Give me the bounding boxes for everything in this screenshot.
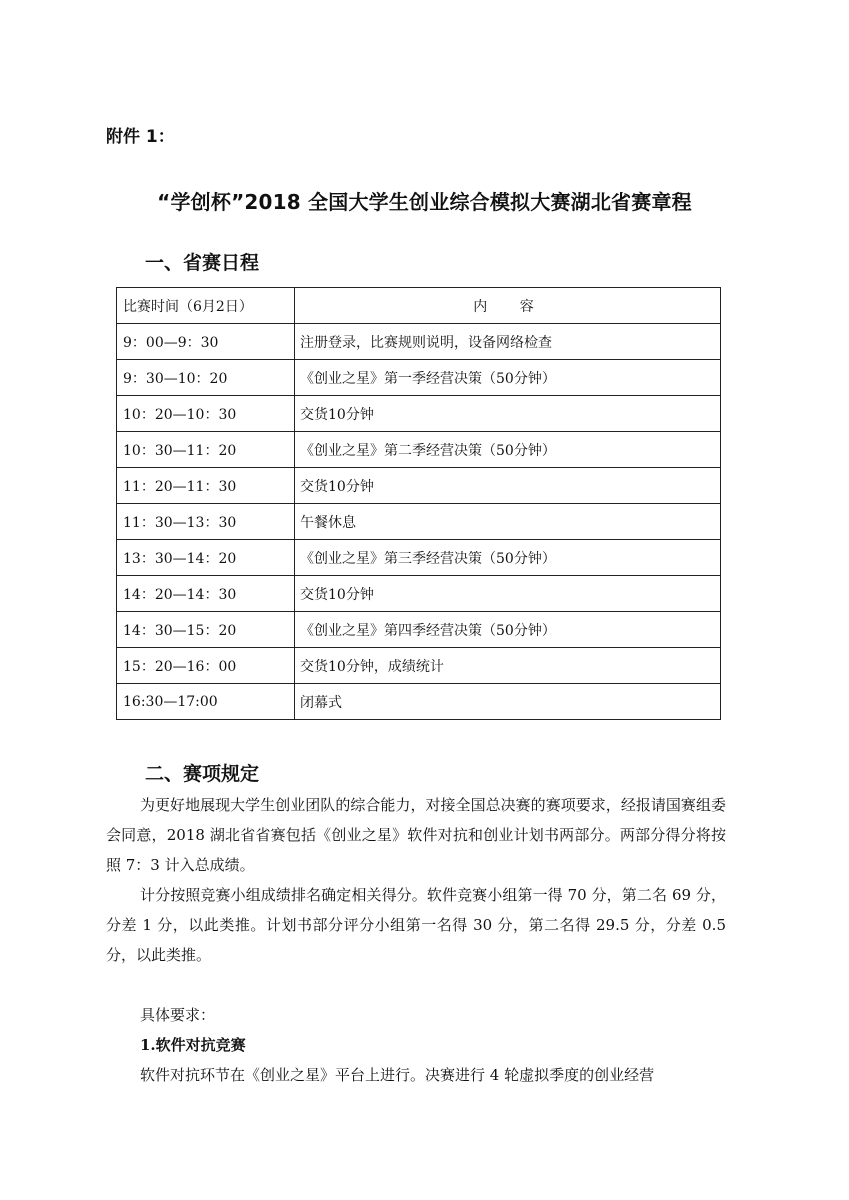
table-row (117, 468, 721, 504)
table-row (117, 396, 721, 432)
time-cell: 13：30—14：20 (117, 540, 295, 576)
subheading-software-competition: 1.软件对抗竞赛 (140, 1036, 246, 1054)
table-row (117, 432, 721, 468)
content-cell: 《创业之星》第二季经营决策（50分钟） (295, 432, 721, 468)
time-cell: 14：30—15：20 (117, 612, 295, 648)
paragraph-scoring: 计分按照竞赛小组成绩排名确定相关得分。软件竞赛小组第一得 70 分，第二名 69 分，分差 1 分，以此类推。计划书部分评分小组第一名得 30 分，第二名得 29.5 分，分差 0.5 分，以此类推。 (106, 886, 726, 964)
document-title: “学创杯”2018 全国大学生创业综合模拟大赛湖北省赛章程 (157, 190, 692, 214)
content-cell: 《创业之星》第四季经营决策（50分钟） (295, 612, 721, 648)
content-cell: 《创业之星》第三季经营决策（50分钟） (295, 540, 721, 576)
table-row (117, 504, 721, 540)
table-row (117, 648, 721, 684)
content-cell: 交货10分钟，成绩统计 (295, 648, 721, 684)
time-cell: 10：20—10：30 (117, 396, 295, 432)
paragraph-software-competition: 软件对抗环节在《创业之星》平台上进行。决赛进行 4 轮虚拟季度的创业经营 (140, 1066, 655, 1084)
content-cell: 注册登录，比赛规则说明，设备网络检查 (295, 324, 721, 360)
table-row (117, 576, 721, 612)
header-time: 比赛时间（6月2日） (117, 288, 295, 324)
time-cell: 9：00—9：30 (117, 324, 295, 360)
time-cell: 10：30—11：20 (117, 432, 295, 468)
time-cell: 16:30—17:00 (117, 684, 295, 720)
section-heading-rules: 二、赛项规定 (145, 763, 260, 785)
table-row (117, 540, 721, 576)
content-cell: 《创业之星》第一季经营决策（50分钟） (295, 360, 721, 396)
attachment-label: 附件 1： (106, 127, 175, 147)
time-cell: 14：20—14：30 (117, 576, 295, 612)
content-cell: 闭幕式 (295, 684, 721, 720)
table-row (117, 324, 721, 360)
content-cell: 交货10分钟 (295, 576, 721, 612)
schedule-table (116, 287, 721, 720)
time-cell: 11：20—11：30 (117, 468, 295, 504)
content-cell: 午餐休息 (295, 504, 721, 540)
time-cell: 9：30—10：20 (117, 360, 295, 396)
content-cell: 交货10分钟 (295, 396, 721, 432)
time-cell: 11：30—13：30 (117, 504, 295, 540)
table-row (117, 684, 721, 720)
table-row (117, 612, 721, 648)
table-row (117, 360, 721, 396)
paragraph-overview: 为更好地展现大学生创业团队的综合能力，对接全国总决赛的赛项要求，经报请国赛组委会同意，2018 湖北省省赛包括《创业之星》软件对抗和创业计划书两部分。两部分得分将按照 7：3 计入总成绩。 (106, 796, 726, 874)
table-header-row (117, 288, 721, 324)
time-cell: 15：20—16：00 (117, 648, 295, 684)
header-content: 内 容 (295, 288, 721, 324)
paragraph-requirements-intro: 具体要求： (140, 1006, 216, 1024)
content-cell: 交货10分钟 (295, 468, 721, 504)
section-heading-schedule: 一、省赛日程 (145, 252, 260, 274)
